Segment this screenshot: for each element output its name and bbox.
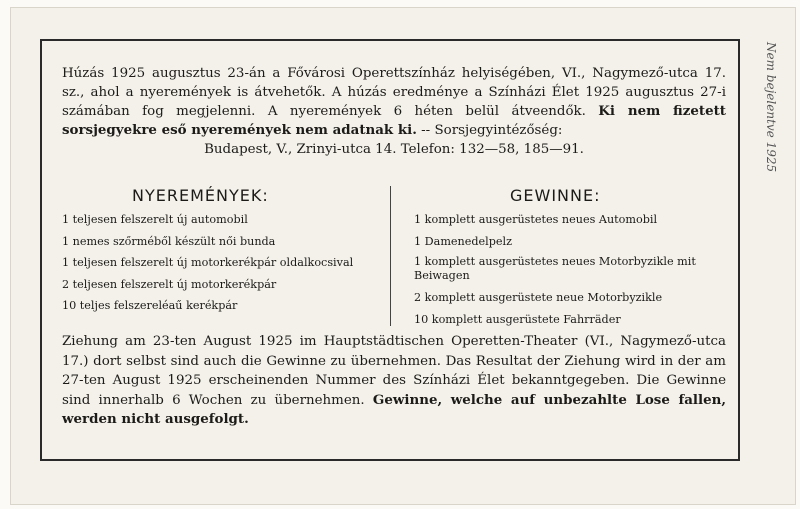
intro-address: Budapest, V., Zrinyi-utca 14. Telefon: 132—58, 185—91.	[204, 142, 584, 157]
handwritten-text: Nem bejelentve 1925	[764, 42, 778, 173]
intro-text: Húzás 1925 augusztus 23-án a Fővárosi Operettszínház helyiségében, VI., Nagymező-utca 17. sz., ahol a nyeremények is átvehetők. A húzás eredménye a Színházi Élet 1925 augusztus 27-i számában fog megjelenni. A nyeremények 6 héten belül átveendők.	[62, 66, 726, 119]
prize-item: 2 komplett ausgerüstete neue Motorbyzikle	[414, 291, 663, 304]
prize-item: 1 nemes szőrméből készült női bunda	[62, 234, 276, 248]
prize-item: 1 teljesen felszerelt új automobil	[62, 213, 248, 226]
prize-item: 1 teljesen felszerelt új motorkerékpár oldalkocsival	[62, 256, 354, 269]
intro-rest: -- Sorsjegyintézőség:	[416, 123, 563, 138]
prize-item: 10 komplett ausgerüstete Fahrräder	[414, 312, 621, 326]
prizes-title-hu: NYEREMÉNYEK:	[132, 186, 269, 205]
column-divider	[390, 186, 391, 326]
hungarian-intro	[62, 64, 726, 159]
prize-list-de	[414, 209, 726, 330]
intro-bold: Ki nem fizetett sorsjegyekre eső nyeremények nem adatnak ki.	[62, 103, 726, 138]
prize-item: 2 teljesen felszerelt új motorkerékpár	[62, 277, 277, 291]
prize-item: 1 komplett ausgerüstetes neues Motorbyzikle mit Beiwagen	[414, 255, 696, 282]
prize-list-hu	[62, 209, 377, 317]
prize-item: 1 komplett ausgerüstetes neues Automobil	[414, 213, 658, 226]
handwritten-note	[738, 38, 794, 238]
prizes-title-de: GEWINNE:	[510, 186, 601, 205]
prize-item: 1 Damenedelpelz	[414, 234, 512, 248]
notice-bold: Gewinne, welche auf unbezahlte Lose fallen, werden nicht ausgefolgt.	[62, 391, 726, 427]
notice-text: Ziehung am 23-ten August 1925 im Hauptstädtischen Operetten-Theater (VI., Nagymező-utca 17.) dort selbst sind auch die Gewinne zu übernehmen. Das Resultat der Ziehung wird in der am 27-ten August 1925 erscheinenden Nummer des Színházi Élet bekanntgegeben. Die Gewinne sind innerhalb 6 Wochen zu übernehmen.	[62, 334, 726, 408]
german-notice	[62, 332, 726, 430]
prize-item: 10 teljes felszereléaű kerékpár	[62, 299, 238, 312]
